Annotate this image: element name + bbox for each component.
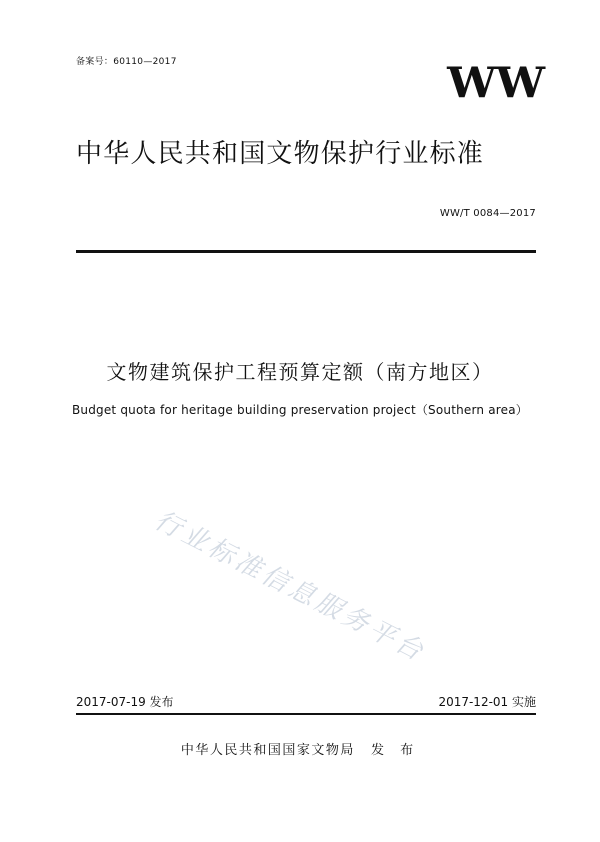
industry-standard-title: 中华人民共和国文物保护行业标准 xyxy=(76,139,485,169)
bottom-divider xyxy=(76,713,536,715)
document-title: 文物建筑保护工程预算定额（南方地区） xyxy=(106,360,494,384)
standard-number: WW/T 0084—2017 xyxy=(439,208,536,219)
ww-logo: WW xyxy=(447,59,544,108)
publisher-line xyxy=(0,739,600,758)
top-divider xyxy=(76,250,536,253)
watermark: 行业标准信息服务平台 xyxy=(149,505,431,669)
issue-date: 2017-07-19 发布 xyxy=(76,695,174,709)
publish-action: 发 布 xyxy=(370,743,420,758)
filing-number: 备案号：60110—2017 xyxy=(76,57,177,67)
document-title-english: Budget quota for heritage building preservation project（Southern area） xyxy=(71,403,529,417)
implementation-date: 2017-12-01 实施 xyxy=(438,695,536,709)
publisher-name: 中华人民共和国国家文物局 xyxy=(180,743,355,758)
